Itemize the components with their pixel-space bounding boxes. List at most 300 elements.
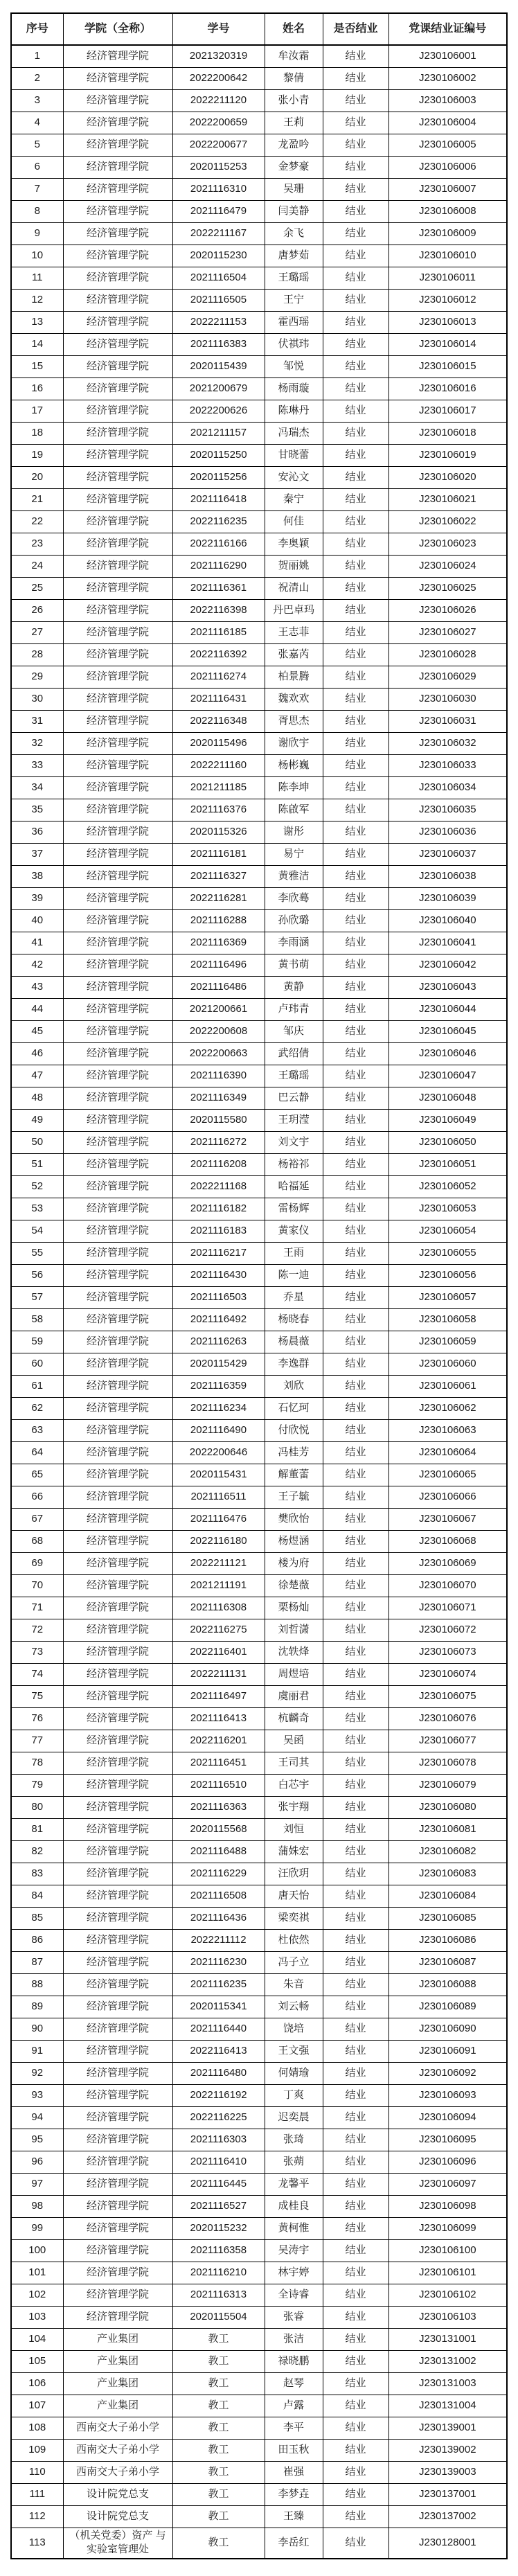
cell-certificate-number: J230106079 — [388, 1775, 507, 1797]
cell-serial-number: 29 — [11, 666, 63, 689]
cell-college: 经济管理学院 — [63, 1043, 172, 1065]
cell-completion-status: 结业 — [323, 2484, 388, 2506]
cell-completion-status: 结业 — [323, 90, 388, 112]
table-row — [11, 201, 507, 223]
cell-certificate-number: J230106074 — [388, 1664, 507, 1686]
cell-college: 经济管理学院 — [63, 1154, 172, 1176]
cell-student-id: 2021116436 — [172, 1908, 265, 1930]
cell-college: 经济管理学院 — [63, 1553, 172, 1575]
table-row — [11, 2018, 507, 2041]
cell-college: 经济管理学院 — [63, 179, 172, 201]
cell-student-id: 2022116275 — [172, 1619, 265, 1642]
cell-student-id: 2022116398 — [172, 600, 265, 622]
cell-serial-number: 40 — [11, 910, 63, 932]
cell-completion-status: 结业 — [323, 400, 388, 423]
cell-student-id: 2021116310 — [172, 179, 265, 201]
table-row — [11, 1730, 507, 1752]
cell-college: 经济管理学院 — [63, 2240, 172, 2262]
cell-student-id: 2021116410 — [172, 2151, 265, 2174]
cell-college: 经济管理学院 — [63, 134, 172, 157]
cell-certificate-number: J230106054 — [388, 1220, 507, 1243]
table-row — [11, 400, 507, 423]
cell-serial-number: 112 — [11, 2506, 63, 2528]
cell-serial-number: 28 — [11, 644, 63, 666]
cell-completion-status: 结业 — [323, 644, 388, 666]
cell-name: 卢玮青 — [265, 999, 323, 1021]
table-row — [11, 666, 507, 689]
cell-name: 伏祺玮 — [265, 334, 323, 356]
cell-college: 经济管理学院 — [63, 1575, 172, 1597]
cell-completion-status: 结业 — [323, 1553, 388, 1575]
cell-serial-number: 65 — [11, 1464, 63, 1486]
cell-certificate-number: J230106019 — [388, 445, 507, 467]
cell-name: 卢露 — [265, 2395, 323, 2417]
cell-serial-number: 82 — [11, 1841, 63, 1863]
cell-serial-number: 102 — [11, 2284, 63, 2307]
cell-certificate-number: J230106044 — [388, 999, 507, 1021]
cell-name: 谢彤 — [265, 821, 323, 844]
cell-serial-number: 43 — [11, 977, 63, 999]
cell-certificate-number: J230106099 — [388, 2218, 507, 2240]
cell-completion-status: 结业 — [323, 1220, 388, 1243]
cell-college: 经济管理学院 — [63, 1664, 172, 1686]
cell-serial-number: 52 — [11, 1176, 63, 1198]
table-row — [11, 1442, 507, 1464]
cell-completion-status: 结业 — [323, 1420, 388, 1442]
cell-name: 王雨 — [265, 1243, 323, 1265]
cell-name: 张琦 — [265, 2129, 323, 2151]
cell-completion-status: 结业 — [323, 2151, 388, 2174]
cell-serial-number: 76 — [11, 1708, 63, 1730]
cell-student-id: 2022211112 — [172, 1930, 265, 1952]
table-row — [11, 578, 507, 600]
cell-college: 经济管理学院 — [63, 1730, 172, 1752]
cell-student-id: 2021116376 — [172, 799, 265, 821]
cell-completion-status: 结业 — [323, 2262, 388, 2284]
cell-college: 经济管理学院 — [63, 1974, 172, 1996]
cell-student-id: 2021116430 — [172, 1265, 265, 1287]
cell-name: 余飞 — [265, 223, 323, 245]
cell-name: 贺丽姚 — [265, 556, 323, 578]
cell-completion-status: 结业 — [323, 533, 388, 556]
table-body — [11, 45, 507, 2559]
cell-name: 陈琳丹 — [265, 400, 323, 423]
cell-completion-status: 结业 — [323, 2063, 388, 2085]
cell-serial-number: 21 — [11, 489, 63, 511]
cell-name: 乔星 — [265, 1287, 323, 1309]
cell-certificate-number: J230106039 — [388, 888, 507, 910]
cell-student-id: 2020115504 — [172, 2307, 265, 2329]
cell-serial-number: 24 — [11, 556, 63, 578]
cell-college: 经济管理学院 — [63, 290, 172, 312]
cell-name: 陈啟军 — [265, 799, 323, 821]
cell-completion-status: 结业 — [323, 1863, 388, 1885]
table-row — [11, 1287, 507, 1309]
cell-name: 祝清山 — [265, 578, 323, 600]
cell-serial-number: 45 — [11, 1021, 63, 1043]
table-row — [11, 2351, 507, 2373]
table-row — [11, 1486, 507, 1509]
table-row — [11, 1309, 507, 1331]
cell-serial-number: 17 — [11, 400, 63, 423]
cell-student-id: 2021116358 — [172, 2240, 265, 2262]
cell-serial-number: 91 — [11, 2041, 63, 2063]
cell-serial-number: 80 — [11, 1797, 63, 1819]
cell-serial-number: 18 — [11, 423, 63, 445]
cell-student-id: 2021116274 — [172, 666, 265, 689]
table-header-row — [11, 13, 507, 45]
cell-student-id: 2021116504 — [172, 267, 265, 290]
table-row — [11, 1775, 507, 1797]
cell-serial-number: 64 — [11, 1442, 63, 1464]
table-row — [11, 888, 507, 910]
cell-student-id: 2021116183 — [172, 1220, 265, 1243]
cell-completion-status: 结业 — [323, 157, 388, 179]
cell-serial-number: 51 — [11, 1154, 63, 1176]
header-college-full-name: 学院（全称） — [63, 13, 172, 45]
cell-college: 经济管理学院 — [63, 999, 172, 1021]
table-row — [11, 489, 507, 511]
cell-certificate-number: J230106021 — [388, 489, 507, 511]
cell-certificate-number: J230106049 — [388, 1110, 507, 1132]
cell-college: 经济管理学院 — [63, 334, 172, 356]
table-row — [11, 1265, 507, 1287]
cell-college: 经济管理学院 — [63, 600, 172, 622]
table-row — [11, 1908, 507, 1930]
cell-certificate-number: J230106069 — [388, 1553, 507, 1575]
cell-student-id: 教工 — [172, 2506, 265, 2528]
cell-student-id: 2020115232 — [172, 2218, 265, 2240]
table-row — [11, 600, 507, 622]
cell-name: 黄柯惟 — [265, 2218, 323, 2240]
cell-college: 产业集团 — [63, 2395, 172, 2417]
cell-college: 经济管理学院 — [63, 1885, 172, 1908]
cell-completion-status: 结业 — [323, 666, 388, 689]
table-row — [11, 1664, 507, 1686]
cell-student-id: 2022116413 — [172, 2041, 265, 2063]
header-certificate-number: 党课结业证编号 — [388, 13, 507, 45]
table-row — [11, 1819, 507, 1841]
cell-certificate-number: J230106026 — [388, 600, 507, 622]
cell-student-id: 2020115230 — [172, 245, 265, 267]
cell-completion-status: 结业 — [323, 112, 388, 134]
cell-name: 饶培 — [265, 2018, 323, 2041]
cell-completion-status: 结业 — [323, 1775, 388, 1797]
cell-certificate-number: J230106067 — [388, 1509, 507, 1531]
cell-certificate-number: J230106075 — [388, 1686, 507, 1708]
cell-serial-number: 103 — [11, 2307, 63, 2329]
cell-certificate-number: J230106048 — [388, 1087, 507, 1110]
cell-student-id: 教工 — [172, 2417, 265, 2440]
cell-student-id: 2021116496 — [172, 954, 265, 977]
cell-certificate-number: J230106001 — [388, 45, 507, 68]
cell-completion-status: 结业 — [323, 1464, 388, 1486]
cell-completion-status: 结业 — [323, 1664, 388, 1686]
cell-name: 刘恒 — [265, 1819, 323, 1841]
table-row — [11, 2329, 507, 2351]
cell-completion-status: 结业 — [323, 1065, 388, 1087]
cell-student-id: 2022116166 — [172, 533, 265, 556]
table-row — [11, 1531, 507, 1553]
cell-college: 经济管理学院 — [63, 1442, 172, 1464]
table-row — [11, 711, 507, 733]
cell-name: 冯子立 — [265, 1952, 323, 1974]
cell-student-id: 2021116492 — [172, 1309, 265, 1331]
cell-certificate-number: J230106087 — [388, 1952, 507, 1974]
table-row — [11, 1021, 507, 1043]
table-row — [11, 2151, 507, 2174]
cell-serial-number: 113 — [11, 2528, 63, 2559]
cell-college: 经济管理学院 — [63, 2151, 172, 2174]
table-row — [11, 2506, 507, 2528]
cell-college: 经济管理学院 — [63, 1353, 172, 1376]
cell-certificate-number: J230106015 — [388, 356, 507, 378]
cell-student-id: 2021116418 — [172, 489, 265, 511]
header-student-id: 学号 — [172, 13, 265, 45]
cell-serial-number: 38 — [11, 866, 63, 888]
cell-college: 经济管理学院 — [63, 423, 172, 445]
cell-certificate-number: J230106029 — [388, 666, 507, 689]
cell-college: 经济管理学院 — [63, 1819, 172, 1841]
cell-serial-number: 90 — [11, 2018, 63, 2041]
cell-student-id: 2021116208 — [172, 1154, 265, 1176]
cell-name: 张睿 — [265, 2307, 323, 2329]
cell-completion-status: 结业 — [323, 2129, 388, 2151]
table-row — [11, 1575, 507, 1597]
cell-name: 石忆珂 — [265, 1398, 323, 1420]
cell-certificate-number: J230106016 — [388, 378, 507, 400]
table-row — [11, 777, 507, 799]
cell-certificate-number: J230106024 — [388, 556, 507, 578]
cell-student-id: 2021116445 — [172, 2174, 265, 2196]
cell-name: 李梦垚 — [265, 2484, 323, 2506]
header-completion-status: 是否结业 — [323, 13, 388, 45]
cell-name: 汪欣玥 — [265, 1863, 323, 1885]
table-row — [11, 844, 507, 866]
cell-college: 设计院党总支 — [63, 2506, 172, 2528]
cell-name: 林宇婷 — [265, 2262, 323, 2284]
cell-serial-number: 31 — [11, 711, 63, 733]
cell-serial-number: 105 — [11, 2351, 63, 2373]
cell-name: 孙欣璐 — [265, 910, 323, 932]
cell-college: 西南交大子弟小学 — [63, 2417, 172, 2440]
cell-certificate-number: J230106003 — [388, 90, 507, 112]
cell-completion-status: 结业 — [323, 1531, 388, 1553]
cell-student-id: 2021211185 — [172, 777, 265, 799]
cell-student-id: 2021211191 — [172, 1575, 265, 1597]
cell-college: 经济管理学院 — [63, 2018, 172, 2041]
cell-name: 冯瑞杰 — [265, 423, 323, 445]
table-row — [11, 1553, 507, 1575]
cell-completion-status: 结业 — [323, 1841, 388, 1863]
cell-name: 王璐瑶 — [265, 267, 323, 290]
cell-serial-number: 23 — [11, 533, 63, 556]
cell-name: 杨雨璇 — [265, 378, 323, 400]
cell-certificate-number: J230106020 — [388, 467, 507, 489]
cell-certificate-number: J230139002 — [388, 2440, 507, 2462]
cell-serial-number: 70 — [11, 1575, 63, 1597]
cell-serial-number: 32 — [11, 733, 63, 755]
table-row — [11, 2307, 507, 2329]
cell-college: 经济管理学院 — [63, 644, 172, 666]
cell-serial-number: 3 — [11, 90, 63, 112]
table-row — [11, 1243, 507, 1265]
table-row — [11, 312, 507, 334]
cell-student-id: 2021116488 — [172, 1841, 265, 1863]
cell-certificate-number: J230106095 — [388, 2129, 507, 2151]
cell-completion-status: 结业 — [323, 1974, 388, 1996]
cell-student-id: 2021116182 — [172, 1198, 265, 1220]
cell-certificate-number: J230106085 — [388, 1908, 507, 1930]
cell-serial-number: 5 — [11, 134, 63, 157]
cell-name: 杨彬巍 — [265, 755, 323, 777]
cell-student-id: 2021116476 — [172, 1509, 265, 1531]
cell-college: 经济管理学院 — [63, 1708, 172, 1730]
cell-student-id: 2022200642 — [172, 68, 265, 90]
cell-name: 杭麟奇 — [265, 1708, 323, 1730]
cell-certificate-number: J230106097 — [388, 2174, 507, 2196]
cell-student-id: 2021116361 — [172, 578, 265, 600]
cell-certificate-number: J230106103 — [388, 2307, 507, 2329]
table-row — [11, 2196, 507, 2218]
cell-completion-status: 结业 — [323, 733, 388, 755]
cell-completion-status: 结业 — [323, 511, 388, 533]
cell-student-id: 2021116505 — [172, 290, 265, 312]
cell-name: 黄书萌 — [265, 954, 323, 977]
table-row — [11, 932, 507, 954]
cell-college: 产业集团 — [63, 2329, 172, 2351]
cell-student-id: 2021116235 — [172, 1974, 265, 1996]
cell-name: 周煜培 — [265, 1664, 323, 1686]
table-row — [11, 1198, 507, 1220]
cell-serial-number: 111 — [11, 2484, 63, 2506]
table-row — [11, 334, 507, 356]
table-row — [11, 2440, 507, 2462]
table-row — [11, 1597, 507, 1619]
cell-completion-status: 结业 — [323, 223, 388, 245]
cell-college: 经济管理学院 — [63, 2129, 172, 2151]
cell-name: 刘欣 — [265, 1376, 323, 1398]
cell-student-id: 2021116510 — [172, 1775, 265, 1797]
cell-completion-status: 结业 — [323, 1752, 388, 1775]
cell-student-id: 教工 — [172, 2440, 265, 2462]
cell-serial-number: 53 — [11, 1198, 63, 1220]
cell-name: 付欣悦 — [265, 1420, 323, 1442]
cell-serial-number: 13 — [11, 312, 63, 334]
cell-serial-number: 79 — [11, 1775, 63, 1797]
cell-name: 朱音 — [265, 1974, 323, 1996]
cell-completion-status: 结业 — [323, 1376, 388, 1398]
table-row — [11, 1509, 507, 1531]
cell-serial-number: 81 — [11, 1819, 63, 1841]
cell-name: 王宁 — [265, 290, 323, 312]
cell-completion-status: 结业 — [323, 1331, 388, 1353]
cell-completion-status: 结业 — [323, 2417, 388, 2440]
table-row — [11, 1132, 507, 1154]
cell-serial-number: 77 — [11, 1730, 63, 1752]
cell-college: 经济管理学院 — [63, 2174, 172, 2196]
table-row — [11, 2528, 507, 2559]
table-row — [11, 799, 507, 821]
cell-college: 经济管理学院 — [63, 267, 172, 290]
table-row — [11, 821, 507, 844]
cell-college: 经济管理学院 — [63, 1265, 172, 1287]
table-row — [11, 1353, 507, 1376]
table-row — [11, 2284, 507, 2307]
cell-serial-number: 42 — [11, 954, 63, 977]
cell-certificate-number: J230106101 — [388, 2262, 507, 2284]
cell-student-id: 2022211153 — [172, 312, 265, 334]
cell-serial-number: 87 — [11, 1952, 63, 1974]
cell-certificate-number: J230106072 — [388, 1619, 507, 1642]
cell-college: 经济管理学院 — [63, 1464, 172, 1486]
cell-certificate-number: J230106014 — [388, 334, 507, 356]
table-row — [11, 1797, 507, 1819]
cell-certificate-number: J230106007 — [388, 179, 507, 201]
cell-student-id: 2022116348 — [172, 711, 265, 733]
cell-college: 经济管理学院 — [63, 2063, 172, 2085]
cell-name: 陈一迪 — [265, 1265, 323, 1287]
cell-serial-number: 26 — [11, 600, 63, 622]
cell-serial-number: 89 — [11, 1996, 63, 2018]
cell-completion-status: 结业 — [323, 2240, 388, 2262]
cell-student-id: 2021116479 — [172, 201, 265, 223]
cell-student-id: 教工 — [172, 2329, 265, 2351]
cell-student-id: 2021116308 — [172, 1597, 265, 1619]
cell-student-id: 2021116363 — [172, 1797, 265, 1819]
cell-completion-status: 结业 — [323, 1398, 388, 1420]
table-row — [11, 1642, 507, 1664]
cell-serial-number: 108 — [11, 2417, 63, 2440]
cell-completion-status: 结业 — [323, 711, 388, 733]
cell-serial-number: 66 — [11, 1486, 63, 1509]
cell-completion-status: 结业 — [323, 2307, 388, 2329]
cell-student-id: 2021116185 — [172, 622, 265, 644]
cell-completion-status: 结业 — [323, 2506, 388, 2528]
cell-college: 经济管理学院 — [63, 1420, 172, 1442]
cell-name: 邹庆 — [265, 1021, 323, 1043]
cell-completion-status: 结业 — [323, 290, 388, 312]
cell-college: 经济管理学院 — [63, 90, 172, 112]
cell-name: 赵琴 — [265, 2373, 323, 2395]
cell-serial-number: 41 — [11, 932, 63, 954]
cell-name: 李奥颖 — [265, 533, 323, 556]
cell-student-id: 2022211168 — [172, 1176, 265, 1198]
cell-name: 崔强 — [265, 2462, 323, 2484]
cell-student-id: 2022116281 — [172, 888, 265, 910]
cell-serial-number: 39 — [11, 888, 63, 910]
cell-college: 经济管理学院 — [63, 1642, 172, 1664]
cell-name: 楼为府 — [265, 1553, 323, 1575]
cell-completion-status: 结业 — [323, 334, 388, 356]
cell-certificate-number: J230106023 — [388, 533, 507, 556]
cell-name: 金梦豪 — [265, 157, 323, 179]
cell-college: 经济管理学院 — [63, 711, 172, 733]
cell-completion-status: 结业 — [323, 1797, 388, 1819]
table-row — [11, 866, 507, 888]
table-row — [11, 2462, 507, 2484]
cell-college: 经济管理学院 — [63, 578, 172, 600]
cell-student-id: 2021116390 — [172, 1065, 265, 1087]
cell-certificate-number: J230128001 — [388, 2528, 507, 2559]
cell-certificate-number: J230106051 — [388, 1154, 507, 1176]
cell-student-id: 2022116192 — [172, 2085, 265, 2107]
table-row — [11, 290, 507, 312]
cell-name: 王莉 — [265, 112, 323, 134]
cell-college: 经济管理学院 — [63, 157, 172, 179]
cell-certificate-number: J230106052 — [388, 1176, 507, 1198]
cell-serial-number: 8 — [11, 201, 63, 223]
